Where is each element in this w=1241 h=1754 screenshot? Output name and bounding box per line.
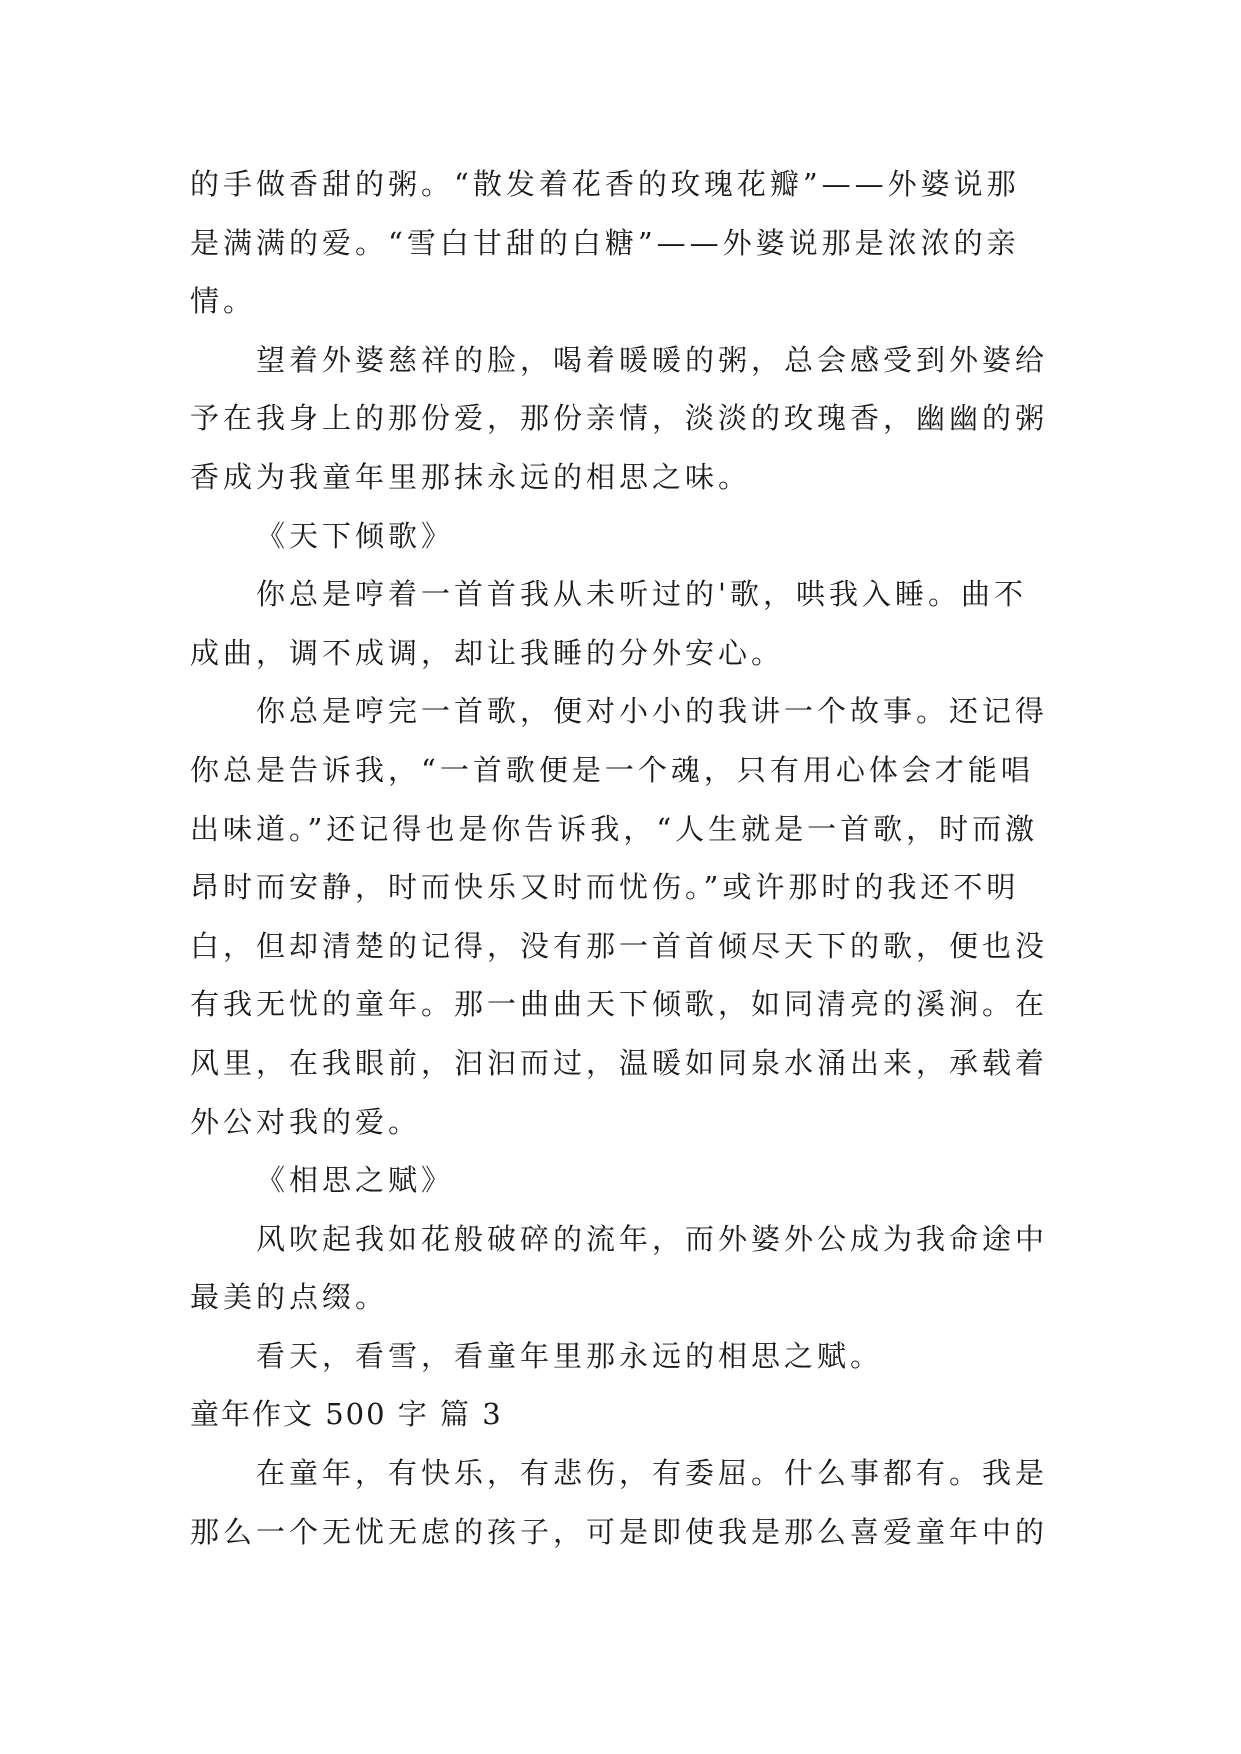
section-heading: 童年作文 500 字 篇 3 xyxy=(190,1397,503,1432)
text-line: 风吹起我如花般破碎的流年，而外婆外公成为我命途中 xyxy=(256,1221,1049,1256)
text-line: 出味道。”还记得也是你告诉我，“人生就是一首歌，时而激 xyxy=(190,811,1039,846)
text-line: 望着外婆慈祥的脸，喝着暖暖的粥，总会感受到外婆给 xyxy=(256,342,1049,377)
text-line: 是满满的爱。“雪白甘甜的白糖”——外婆说那是浓浓的亲 xyxy=(190,225,1020,260)
text-line: 外公对我的爱。 xyxy=(190,1104,422,1139)
text-line: 你总是哼完一首歌，便对小小的我讲一个故事。还记得 xyxy=(256,694,1049,729)
text-line: 《相思之赋》 xyxy=(256,1163,455,1198)
text-line: 看天，看雪，看童年里那永远的相思之赋。 xyxy=(256,1338,884,1373)
text-line: 《天下倾歌》 xyxy=(256,518,455,553)
text-line: 白，但却清楚的记得，没有那一首首倾尽天下的歌，便也没 xyxy=(190,928,1049,963)
text-line: 成曲，调不成调，却让我睡的分外安心。 xyxy=(190,635,785,670)
text-line: 风里，在我眼前，汩汩而过，温暖如同泉水涌出来，承载着 xyxy=(190,1045,1049,1080)
text-line: 有我无忧的童年。那一曲曲天下倾歌，如同清亮的溪涧。在 xyxy=(190,987,1049,1022)
text-line: 你总是哼着一首首我从未听过的'歌，哄我入睡。曲不 xyxy=(256,577,1027,612)
text-line: 在童年，有快乐，有悲伤，有委屈。什么事都有。我是 xyxy=(256,1456,1049,1491)
text-line: 予在我身上的那份爱，那份亲情，淡淡的玫瑰香，幽幽的粥 xyxy=(190,401,1049,436)
document-page xyxy=(190,155,1056,1561)
text-line: 情。 xyxy=(190,284,257,319)
text-line: 最美的点缀。 xyxy=(190,1280,389,1315)
text-line: 香成为我童年里那抹永远的相思之味。 xyxy=(190,459,752,494)
text-line: 那么一个无忧无虑的孩子，可是即使我是那么喜爱童年中的 xyxy=(190,1514,1049,1549)
text-line: 昂时而安静，时而快乐又时而忧伤。”或许那时的我还不明 xyxy=(190,870,1020,905)
text-line: 的手做香甜的粥。“散发着花香的玫瑰花瓣”——外婆说那 xyxy=(190,167,1020,201)
text-line: 你总是告诉我，“一首歌便是一个魂，只有用心体会才能唱 xyxy=(190,752,1034,787)
